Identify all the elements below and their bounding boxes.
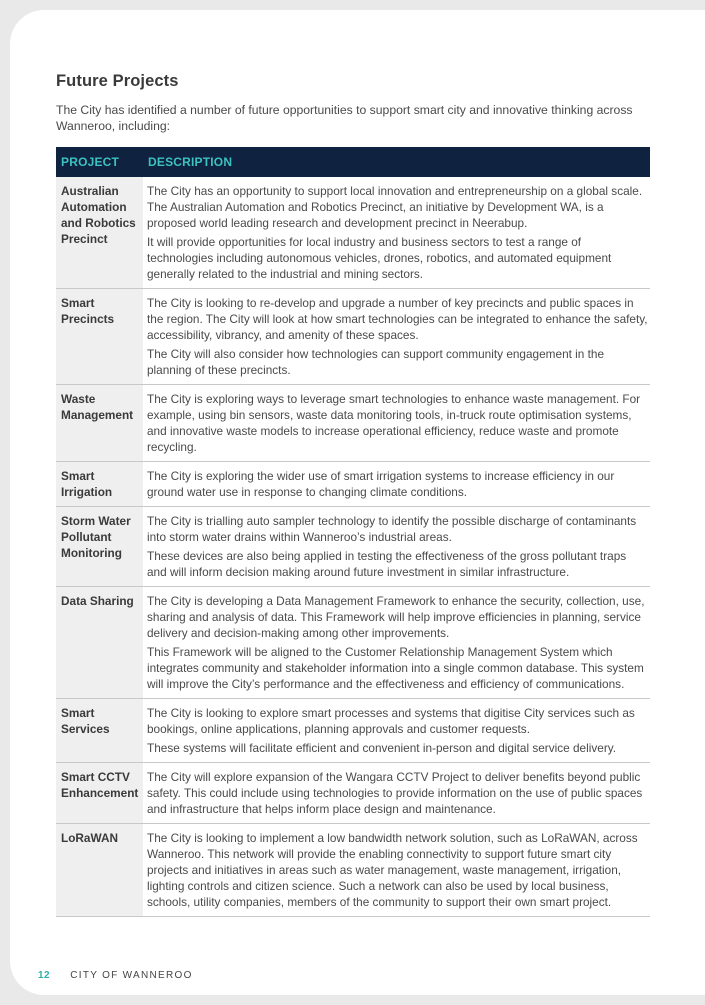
description-paragraph: The City is exploring ways to leverage smart technologies to enhance waste management. For example, using bin sensors, waste data monitoring tools, in-truck route optimisation systems, and innovative waste models to increase operational efficiency, reduce waste and promote recycling. [147, 392, 641, 454]
project-description [143, 587, 650, 699]
content [56, 72, 650, 917]
table-header-row [56, 147, 650, 177]
table-row [56, 177, 650, 289]
project-description [143, 177, 650, 289]
description-paragraph: The City will also consider how technologies can support community engagement in the planning of these precincts. [147, 347, 605, 377]
project-name: Smart Irrigation [56, 462, 143, 507]
project-description [143, 824, 650, 917]
table-body [56, 177, 650, 917]
description-paragraph: The City is developing a Data Management Framework to enhance the security, collection, use, sharing and analysis of data. This Framework will help improve efficiencies in planning, service delivery and decision-making among other improvements. [147, 594, 645, 640]
description-paragraph: These systems will facilitate efficient and convenient in-person and digital service delivery. [147, 741, 617, 755]
project-description [143, 507, 650, 587]
projects-table [56, 147, 650, 917]
project-description [143, 699, 650, 763]
project-description [143, 462, 650, 507]
description-paragraph: The City is looking to explore smart processes and systems that digitise City services such as bookings, online applications, planning approvals and customer requests. [147, 706, 635, 736]
table-row [56, 699, 650, 763]
page-footer [38, 970, 193, 981]
table-row [56, 824, 650, 917]
description-paragraph: These devices are also being applied in testing the effectiveness of the gross pollutant traps and will inform decision making around future investment in similar infrastructure. [147, 549, 627, 579]
description-paragraph: It will provide opportunities for local industry and business sectors to test a range of technologies including autonomous vehicles, drones, robotics, and automated equipment generally related to the industrial and mining sectors. [147, 235, 612, 281]
table-row [56, 507, 650, 587]
intro-paragraph: The City has identified a number of future opportunities to support smart city and innovative thinking across Wanneroo, including: [56, 103, 633, 133]
column-header-description: DESCRIPTION [143, 147, 650, 177]
table-row [56, 587, 650, 699]
project-name: Smart Precincts [56, 289, 143, 385]
description-paragraph: The City has an opportunity to support local innovation and entrepreneurship on a global scale. The Australian Automation and Robotics Precinct, an initiative by Development WA, is a proposed world leading research and development precinct in Neerabup. [147, 184, 643, 230]
project-name: Australian Automation and Robotics Precinct [56, 177, 143, 289]
description-paragraph: The City is looking to re-develop and upgrade a number of key precincts and public spaces in the region. The City will look at how smart technologies can be integrated to enhance the safety, accessibility, vibrancy, and amenity of these spaces. [147, 296, 648, 342]
page-number: 12 [38, 970, 51, 981]
column-header-project: PROJECT [56, 147, 143, 177]
table-row [56, 462, 650, 507]
project-description [143, 763, 650, 824]
project-name: Smart Services [56, 699, 143, 763]
page-title: Future Projects [56, 72, 179, 90]
project-name: Waste Management [56, 385, 143, 462]
project-description [143, 385, 650, 462]
project-name: LoRaWAN [56, 824, 143, 917]
project-name: Data Sharing [56, 587, 143, 699]
description-paragraph: The City will explore expansion of the Wangara CCTV Project to deliver benefits beyond public safety. This could include using technologies to provide information on the use of public spaces and infrastructure that helps inform place design and maintenance. [147, 770, 643, 816]
description-paragraph: The City is trialling auto sampler technology to identify the possible discharge of contaminants into storm water drains within Wanneroo’s industrial areas. [147, 514, 637, 544]
project-description [143, 289, 650, 385]
description-paragraph: The City is exploring the wider use of smart irrigation systems to increase efficiency in our ground water use in response to changing climate conditions. [147, 469, 615, 499]
description-paragraph: This Framework will be aligned to the Customer Relationship Management System which integrates community and stakeholder information into a single common database. This system will improve the City’s performance and the effectiveness and efficiency of communications. [147, 645, 644, 691]
page [10, 10, 705, 995]
project-name: Storm Water Pollutant Monitoring [56, 507, 143, 587]
organisation-name: CITY OF WANNEROO [70, 970, 193, 981]
description-paragraph: The City is looking to implement a low bandwidth network solution, such as LoRaWAN, across Wanneroo. This network will provide the enabling connectivity to support future smart city projects and initiatives in areas such as water management, waste management, irrigation, lighting controls and citizen science. Such a network can also be used by local business, schools, utility companies, members of the community to support their own smart project. [147, 831, 638, 909]
table-row [56, 763, 650, 824]
project-name: Smart CCTV Enhancement [56, 763, 143, 824]
table-row [56, 385, 650, 462]
table-row [56, 289, 650, 385]
